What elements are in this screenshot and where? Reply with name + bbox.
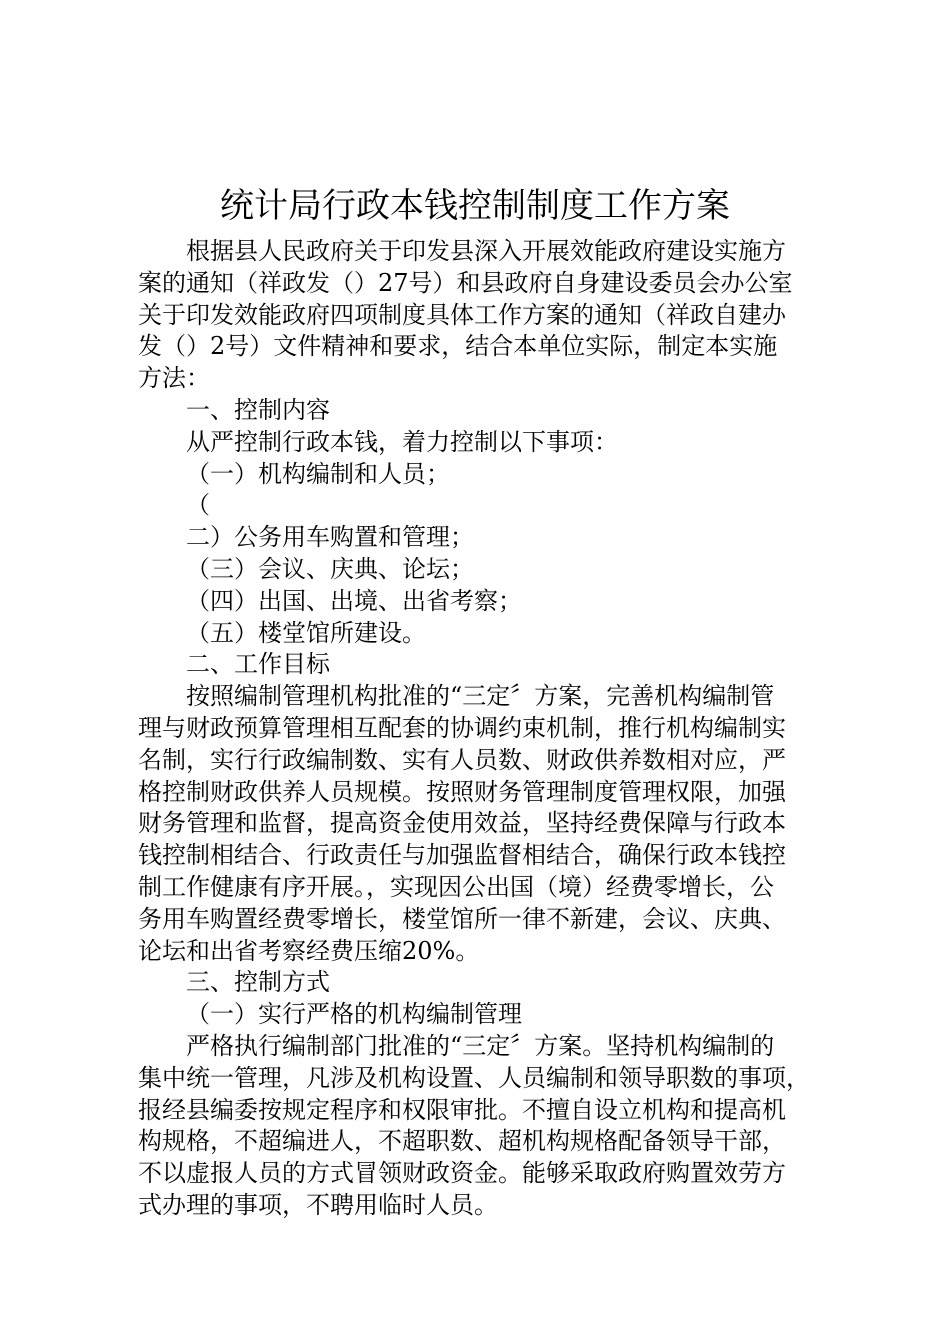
document-line: 发（）2号）文件精神和要求，结合本单位实际，制定本实施 xyxy=(138,332,778,361)
document-line: 三、控制方式 xyxy=(186,968,330,997)
document-line: 制工作健康有序开展。，实现因公出国（境）经费零增长，公 xyxy=(138,872,774,901)
document-line: 财务管理和监督，提高资金使用效益，坚持经费保障与行政本 xyxy=(138,809,786,838)
document-line: 务用车购置经费零增长，楼堂馆所一律不新建，会议、庆典、 xyxy=(138,904,786,933)
document-line: 钱控制相结合、行政责任与加强监督相结合，确保行政本钱控 xyxy=(138,841,786,870)
document-line: 报经县编委按规定程序和权限审批。不擅自设立机构和提高机 xyxy=(138,1095,786,1124)
document-line: 二）公务用车购置和管理； xyxy=(186,523,474,552)
document-line: （一）机构编制和人员； xyxy=(186,459,450,488)
document-line: （一）实行严格的机构编制管理 xyxy=(186,1000,522,1029)
document-line: 一、控制内容 xyxy=(186,395,330,424)
document-line: 格控制财政供养人员规模。按照财务管理制度管理权限，加强 xyxy=(138,777,786,806)
document-line: 理与财政预算管理相互配套的协调约束机制，推行机构编制实 xyxy=(138,713,786,742)
document-line: （四）出国、出境、出省考察； xyxy=(186,586,522,615)
document-title: 统计局行政本钱控制制度工作方案 xyxy=(220,186,730,226)
document-line: 集中统一管理，凡涉及机构设置、人员编制和领导职数的事项， xyxy=(138,1063,810,1092)
document-body xyxy=(138,236,838,1222)
document-line: 从严控制行政本钱，着力控制以下事项： xyxy=(186,427,618,456)
document-line: 名制，实行行政编制数、实有人员数、财政供养数相对应，严 xyxy=(138,745,786,774)
document-line: 论坛和出省考察经费压缩20%。 xyxy=(138,936,480,965)
document-line: 根据县人民政府关于印发县深入开展效能政府建设实施方 xyxy=(186,237,786,265)
document-line: （五）楼堂馆所建设。 xyxy=(186,618,426,647)
document-line: （ xyxy=(186,491,210,520)
document-line: 按照编制管理机构批准的“三定〞方案，完善机构编制管 xyxy=(186,682,775,711)
document-line: 式办理的事项，不聘用临时人员。 xyxy=(138,1190,498,1219)
document-line: 方法： xyxy=(138,364,210,393)
document-line: 关于印发效能政府四项制度具体工作方案的通知（祥政自建办 xyxy=(138,300,786,329)
document-line: 案的通知（祥政发（）27号）和县政府自身建设委员会办公室 xyxy=(138,268,793,297)
document-line: 构规格，不超编进人，不超职数、超机构规格配备领导干部， xyxy=(138,1127,786,1156)
document-line: 严格执行编制部门批准的“三定〞方案。坚持机构编制的 xyxy=(186,1031,775,1060)
document-line: （三）会议、庆典、论坛； xyxy=(186,554,474,583)
document-line: 二、工作目标 xyxy=(186,650,330,679)
document-line: 不以虚报人员的方式冒领财政资金。能够采取政府购置效劳方 xyxy=(138,1159,786,1188)
